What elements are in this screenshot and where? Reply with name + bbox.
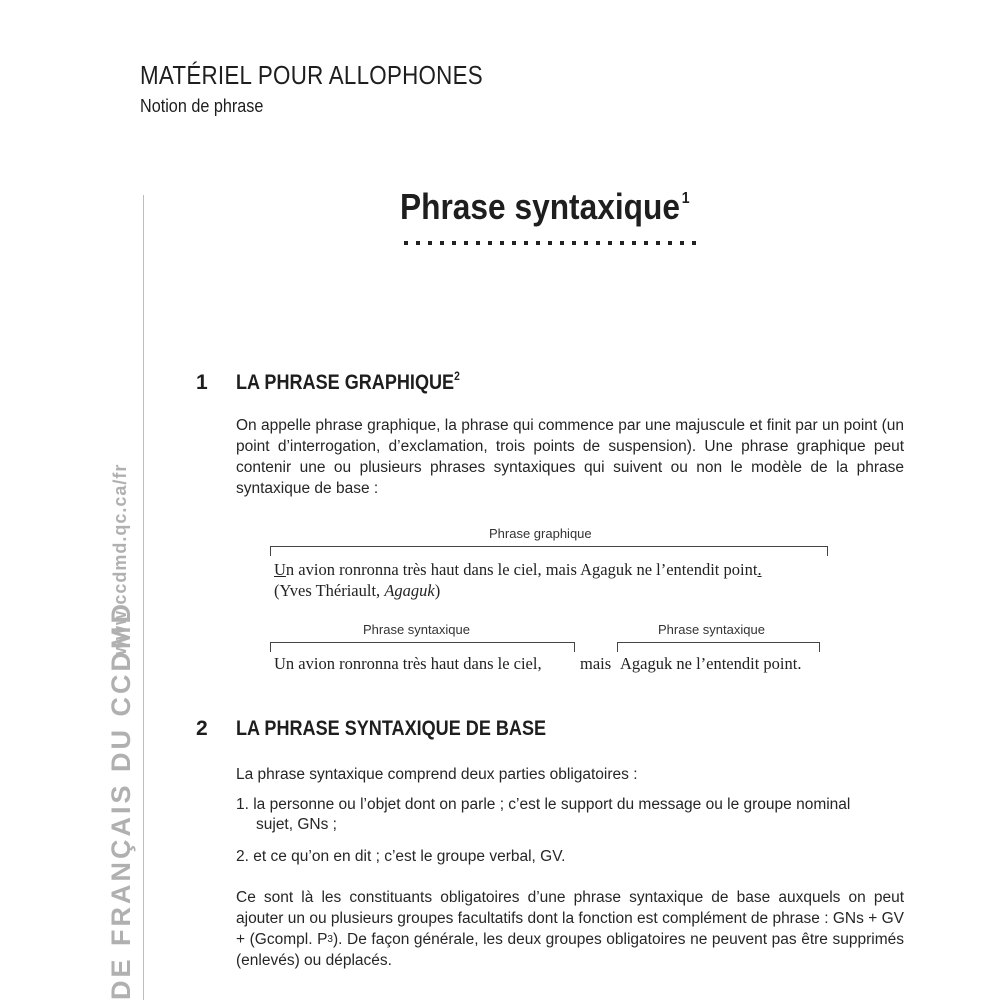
list-item-2: 2. et ce qu’on en dit ; c’est le groupe verbal, GV.	[236, 848, 566, 865]
example-sentence	[274, 560, 762, 580]
title-rule-dot	[656, 241, 660, 245]
title-rule-dot	[620, 241, 624, 245]
phrase-syntaxique-label-2: Phrase syntaxique	[658, 622, 765, 637]
title-dotted-rule	[402, 238, 698, 248]
section-2-paragraph	[236, 887, 904, 971]
source-prefix: (Yves Thériault,	[274, 581, 385, 600]
section-2-title: LA PHRASE SYNTAXIQUE DE BASE	[236, 717, 547, 740]
clause-1: Un avion ronronna très haut dans le ciel,	[274, 654, 542, 673]
title-rule-dot	[440, 241, 444, 245]
sentence-capital-letter: U	[274, 560, 286, 579]
section-2-paragraph-part-1: Ce sont là les constituants obligatoires d’une phrase syntaxique de base auxquels on peut ajouter un ou plusieurs groupes facultatifs dont la fonction est complément de phrase : GNs + GV + (Gcompl. P	[236, 889, 904, 948]
sentence-final-period: .	[757, 560, 762, 579]
title-rule-dot	[680, 241, 684, 245]
section-2-paragraph-part-2: ). De façon générale, les deux groupes obligatoires ne peuvent pas être supprimés (enlevés) ou déplacés.	[236, 931, 905, 969]
title-rule-dot	[476, 241, 480, 245]
title-rule-dot	[692, 241, 696, 245]
list-item-1	[236, 795, 904, 835]
title-rule-dot	[548, 241, 552, 245]
sidebar-url: www.ccdmd.qc.ca/fr	[110, 463, 130, 655]
section-1-title-text: LA PHRASE GRAPHIQUE	[236, 371, 455, 394]
section-1-paragraph: On appelle phrase graphique, la phrase qui commence par une majuscule et finit par un point (un point d’interrogation, d’exclamation, trois points de suspension). Une phrase graphique peut contenir une ou plusieurs phrases syntaxiques qui suivent ou non le modèle de la phrase syntaxique de base :	[236, 417, 904, 497]
title-rule-dot	[596, 241, 600, 245]
title-rule-dot	[512, 241, 516, 245]
clause-2: Agaguk ne l’entendit point.	[620, 654, 802, 673]
clause-conjunction: mais	[580, 654, 612, 673]
title-rule-dot	[464, 241, 468, 245]
title-rule-dot	[608, 241, 612, 245]
title-rule-dot	[428, 241, 432, 245]
section-2-footnote-ref: 3	[327, 934, 333, 945]
phrase-syntaxique-bracket-2	[617, 642, 820, 652]
source-work: Agaguk	[384, 581, 435, 600]
page-title-footnote-ref: 1	[681, 190, 690, 207]
section-1-title	[236, 371, 460, 395]
source-suffix: )	[434, 581, 441, 600]
document-header-title: MATÉRIEL POUR ALLOPHONES	[140, 60, 483, 90]
phrase-syntaxique-bracket-1	[270, 642, 575, 652]
document-header-subtitle: Notion de phrase	[140, 96, 264, 116]
sentence-body: n avion ronronna très haut dans le ciel, mais Agaguk ne l’entendit point	[285, 560, 758, 579]
list-item-1-line-2: sujet, GNs ;	[256, 816, 337, 833]
title-rule-dot	[500, 241, 504, 245]
title-rule-dot	[644, 241, 648, 245]
section-1-number: 1	[196, 371, 208, 394]
title-rule-dot	[572, 241, 576, 245]
title-rule-dot	[488, 241, 492, 245]
page-title-text: Phrase syntaxique	[400, 186, 680, 227]
title-rule-dot	[632, 241, 636, 245]
title-rule-dot	[584, 241, 588, 245]
title-rule-dot	[536, 241, 540, 245]
phrase-graphique-label: Phrase graphique	[489, 526, 592, 541]
title-rule-dot	[452, 241, 456, 245]
sidebar-brand: DE FRANÇAIS DU CCDMD	[106, 601, 136, 1000]
section-2-intro: La phrase syntaxique comprend deux parties obligatoires :	[236, 766, 638, 783]
title-rule-dot	[560, 241, 564, 245]
section-1-footnote-ref: 2	[454, 369, 460, 383]
sentence-source	[274, 581, 440, 601]
title-rule-dot	[668, 241, 672, 245]
phrase-syntaxique-label-1: Phrase syntaxique	[363, 622, 470, 637]
list-item-1-line-1: 1. la personne ou l’objet dont on parle ; c’est le support du message ou le groupe nominal	[236, 796, 851, 813]
title-rule-dot	[524, 241, 528, 245]
sidebar-divider	[143, 195, 144, 1000]
section-2-number: 2	[196, 717, 208, 740]
title-rule-dot	[416, 241, 420, 245]
page-title	[400, 186, 690, 228]
phrase-graphique-bracket	[270, 546, 828, 556]
title-rule-dot	[404, 241, 408, 245]
